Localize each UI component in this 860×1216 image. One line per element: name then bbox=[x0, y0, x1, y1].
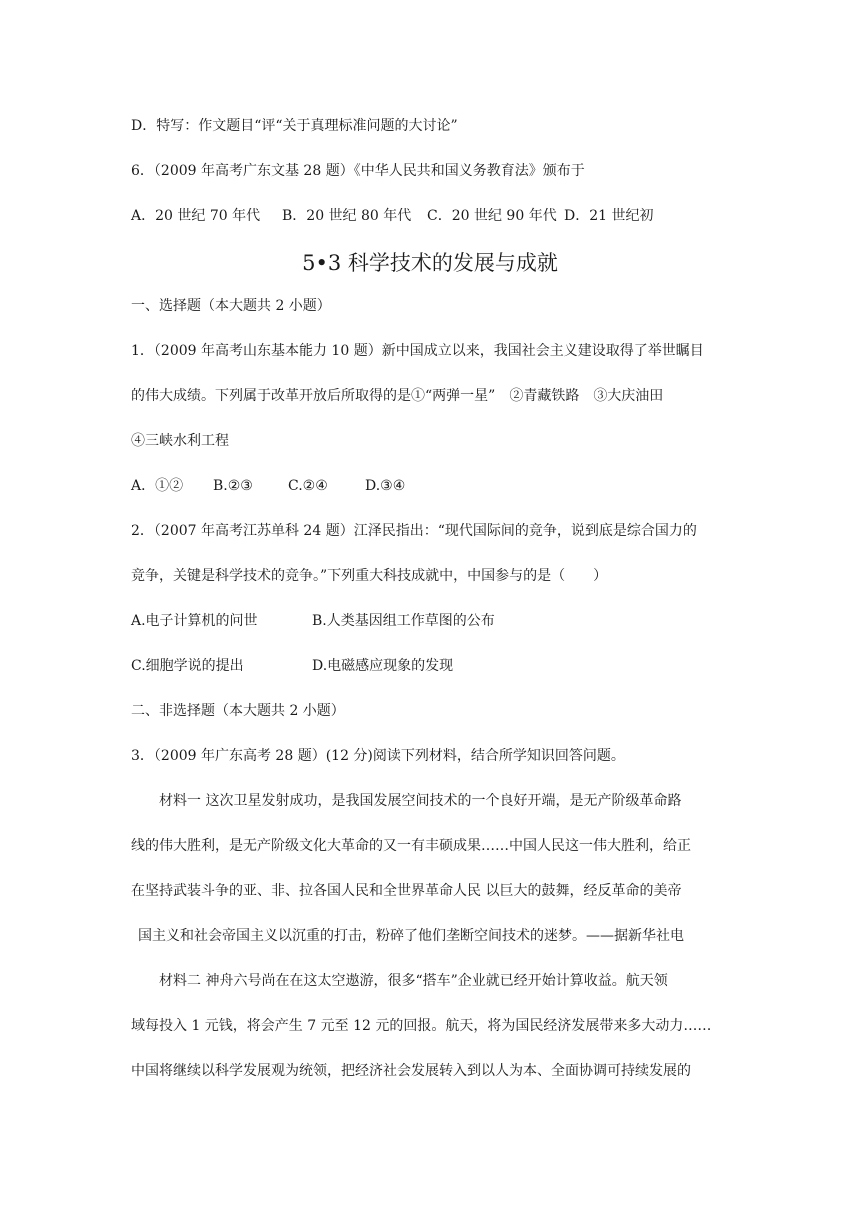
q1-option-b: B.②③ bbox=[213, 478, 253, 494]
question-6-options bbox=[131, 206, 731, 226]
q2-option-c: C.细胞学说的提出 bbox=[131, 658, 244, 674]
part2-heading: 二、非选择题（本大题共 2 小题） bbox=[131, 703, 345, 719]
q1-option-d: D.③④ bbox=[365, 478, 406, 494]
q1-option-c: C.②④ bbox=[288, 478, 328, 494]
material-1-line2: 线的伟大胜利，是无产阶级文化大革命的又一有丰硕成果……中国人民这一伟大胜利，给正 bbox=[131, 838, 691, 854]
q2-option-d: D.电磁感应现象的发现 bbox=[312, 658, 454, 674]
question-2-line1: 2．（2007 年高考江苏单科 24 题）江泽民指出：“现代国际间的竞争，说到底是综合国力的 bbox=[131, 523, 697, 539]
q6-option-d: D．21 世纪初 bbox=[564, 208, 654, 224]
option-d-line: D．特写：作文题目“评“关于真理标准问题的大讨论” bbox=[131, 118, 458, 134]
q6-option-a: A．20 世纪 70 年代 bbox=[131, 208, 261, 224]
q2-option-a: A.电子计算机的问世 bbox=[131, 613, 258, 629]
material-2-line3: 中国将继续以科学发展观为统领，把经济社会发展转入到以人为本、全面协调可持续发展的 bbox=[131, 1063, 691, 1079]
question-2-options-ab bbox=[131, 611, 731, 631]
q1-option-a: A．①② bbox=[131, 478, 184, 494]
material-2-line2: 域每投入 1 元钱，将会产生 7 元至 12 元的回报。航天，将为国民经济发展带来多大动力…… bbox=[131, 1018, 712, 1034]
material-2-line1: 材料二 神舟六号尚在在这太空遨游，很多“搭车”企业就已经开始计算收益。航天领 bbox=[131, 973, 668, 989]
q6-option-c: C．20 世纪 90 年代 bbox=[427, 208, 557, 224]
material-1-line4: 国主义和社会帝国主义以沉重的打击，粉碎了他们垄断空间技术的迷梦。——据新华社电 bbox=[138, 928, 684, 944]
question-3-intro: 3．（2009 年广东高考 28 题）(12 分)阅读下列材料，结合所学知识回答问题。 bbox=[131, 748, 625, 764]
question-1-line1: 1．（2009 年高考山东基本能力 10 题）新中国成立以来，我国社会主义建设取得了举世瞩目 bbox=[131, 343, 704, 359]
part1-heading: 一、选择题（本大题共 2 小题） bbox=[131, 298, 331, 314]
question-6: 6．（2009 年高考广东文基 28 题）《中华人民共和国义务教育法》颁布于 bbox=[131, 163, 585, 179]
question-1-line2: 的伟大成绩。下列属于改革开放后所取得的是①“两弹一星” ②青藏铁路 ③大庆油田 bbox=[131, 388, 664, 404]
question-1-options bbox=[131, 476, 731, 496]
question-2-options-cd bbox=[131, 656, 731, 676]
material-1-line3: 在坚持武装斗争的亚、非、拉各国人民和全世界革命人民 以巨大的鼓舞，经反革命的美帝 bbox=[131, 883, 682, 899]
question-1-line3: ④三峡水利工程 bbox=[131, 433, 229, 449]
question-2-line2: 竞争，关键是科学技术的竞争。”下列重大科技成就中，中国参与的是（ ） bbox=[131, 568, 608, 584]
q6-option-b: B．20 世纪 80 年代 bbox=[282, 208, 412, 224]
section-title: 5•3 科学技术的发展与成就 bbox=[302, 251, 558, 275]
material-1-line1: 材料一 这次卫星发射成功，是我国发展空间技术的一个良好开端，是无产阶级革命路 bbox=[131, 793, 682, 809]
q2-option-b: B.人类基因组工作草图的公布 bbox=[312, 613, 495, 629]
